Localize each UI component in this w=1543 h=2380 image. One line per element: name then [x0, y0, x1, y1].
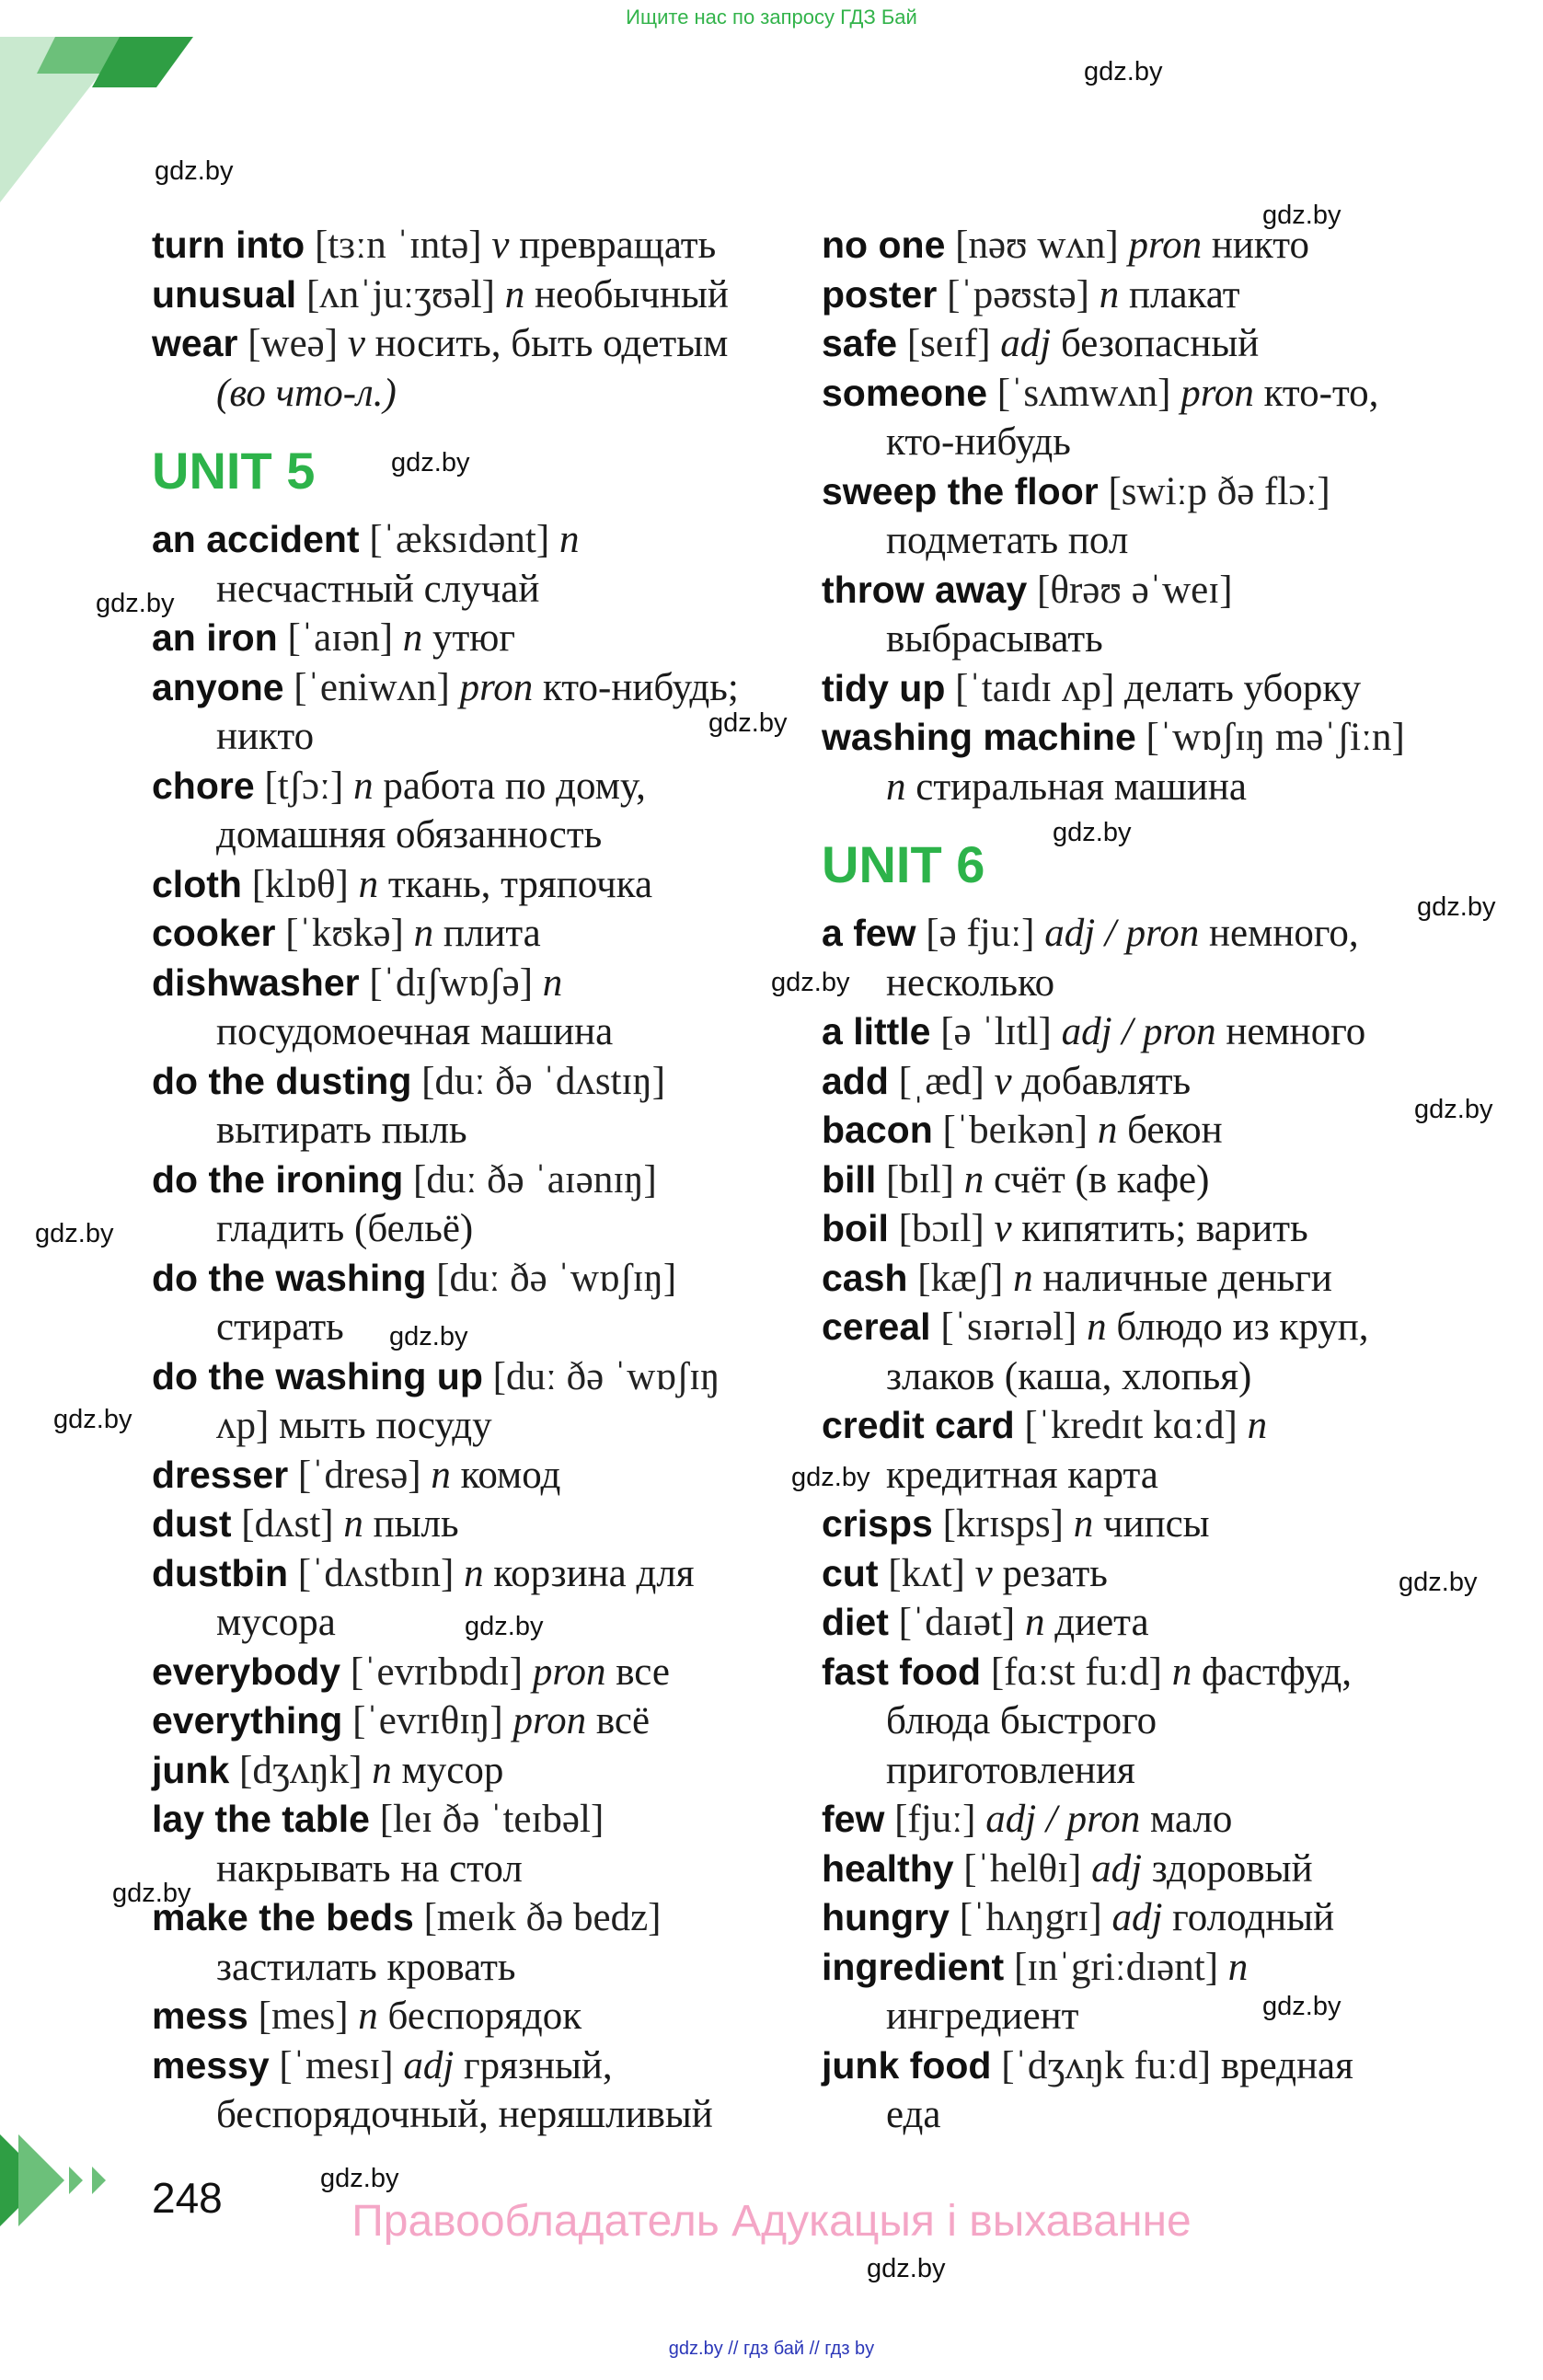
- entry-word: dresser: [152, 1453, 289, 1496]
- entry-part-of-speech: n: [1087, 1305, 1107, 1349]
- bottom-link-line: gdz.by // гдз бай // гдз by: [668, 2339, 875, 2359]
- entry-transcription: [ˈdaɪət]: [898, 1601, 1016, 1644]
- entry-transcription: [ˈdʒʌŋk fuːd]: [1001, 2043, 1212, 2087]
- entry-translation: стирать: [216, 1305, 344, 1349]
- watermark: gdz.by: [708, 708, 788, 738]
- entry-translation: бекон: [1127, 1109, 1223, 1152]
- entry-transcription: [seɪf]: [906, 322, 991, 365]
- vocab-entry: [152, 1992, 741, 2041]
- entry-transcription: [duː ðə ˈwɒʃɪŋ]: [436, 1256, 677, 1300]
- entry-part-of-speech: pron: [1180, 371, 1254, 415]
- entry-transcription: [ˈdresə]: [297, 1453, 421, 1497]
- entry-transcription: [fjuː]: [894, 1798, 976, 1841]
- entry-translation: вредная еда: [886, 2043, 1353, 2136]
- watermark: gdz.by: [1414, 1095, 1493, 1124]
- vocab-entry: [822, 1500, 1411, 1549]
- entry-translation: фастфуд, блюда быстрого приготовления: [886, 1650, 1352, 1792]
- entry-word: throw away: [822, 568, 1028, 611]
- entry-translation: посудомоечная машина: [216, 1010, 614, 1053]
- vocab-entry: [822, 1401, 1411, 1500]
- vocab-entry: [152, 319, 741, 418]
- entry-part-of-speech: pron: [532, 1650, 606, 1694]
- corner-decoration-top: [0, 0, 276, 212]
- vocab-entry: [152, 270, 741, 320]
- entry-word: unusual: [152, 272, 297, 316]
- entry-word: junk food: [822, 2043, 992, 2087]
- watermark: gdz.by: [1417, 892, 1496, 922]
- entry-transcription: [duː ðə ˈdʌstɪŋ]: [421, 1059, 666, 1103]
- entry-word: boil: [822, 1207, 889, 1249]
- entry-transcription: [ˈtaɪdɪ ʌp]: [955, 666, 1115, 710]
- right-entries: [822, 909, 1411, 2140]
- entry-transcription: [ˈsʌmwʌn]: [996, 371, 1171, 415]
- entry-transcription: [bɔɪl]: [898, 1207, 985, 1250]
- entry-translation: несчастный случай: [216, 567, 540, 611]
- vocab-entry: [152, 909, 741, 959]
- entry-translation: беспорядок: [387, 1995, 582, 2038]
- entry-translation: никто: [1211, 224, 1309, 267]
- vocab-entry: [822, 1648, 1411, 1796]
- entry-word: safe: [822, 322, 898, 364]
- entry-part-of-speech: n: [353, 764, 374, 808]
- watermark: gdz.by: [155, 156, 234, 186]
- entry-translation: чипсы: [1102, 1502, 1210, 1546]
- entry-translation: делать уборку: [1124, 666, 1362, 710]
- entry-transcription: [ˈsɪərɪəl]: [940, 1305, 1077, 1349]
- entry-word: cloth: [152, 862, 242, 905]
- entry-part-of-speech: n: [558, 518, 580, 561]
- vocab-entry: [822, 713, 1411, 811]
- entry-part-of-speech: n: [1247, 1404, 1268, 1447]
- entry-transcription: [ˈkredɪt kɑːd]: [1024, 1404, 1238, 1447]
- watermark: gdz.by: [771, 968, 850, 997]
- entry-translation: носить, быть одетым: [374, 322, 729, 365]
- entry-transcription: [ˈeniwʌn]: [294, 665, 450, 709]
- entry-part-of-speech: v: [974, 1551, 993, 1595]
- vocab-entry: [152, 1795, 741, 1893]
- entry-transcription: [ˈaɪən]: [287, 616, 394, 660]
- top-search-note: Ищите нас по запросу ГДЗ Бай: [626, 6, 917, 29]
- watermark: gdz.by: [53, 1405, 132, 1434]
- entry-translation: кто-то, кто-нибудь: [886, 371, 1379, 464]
- entry-translation: необычный: [535, 272, 729, 316]
- entry-part-of-speech: adj: [1091, 1846, 1143, 1891]
- entry-transcription: [dʌst]: [241, 1502, 334, 1546]
- left-column: [152, 221, 741, 2140]
- entry-translation: корзина для мусора: [216, 1551, 695, 1644]
- entry-part-of-speech: n: [1227, 1945, 1249, 1989]
- entry-part-of-speech: v: [491, 224, 510, 267]
- entry-transcription: [leɪ ðə ˈteɪbəl]: [379, 1798, 605, 1841]
- watermark: gdz.by: [867, 2254, 946, 2283]
- watermark: gdz.by: [465, 1612, 544, 1641]
- entry-part-of-speech: n: [1099, 272, 1120, 316]
- copyright-notice: Правообладатель Адукацыя і выхаванне: [351, 2197, 1192, 2246]
- vocab-entry: [822, 1254, 1411, 1304]
- entry-transcription: [θrəʊ əˈweɪ]: [1037, 568, 1233, 612]
- right-entries-top: [822, 221, 1411, 811]
- entry-transcription: [kʌt]: [888, 1551, 965, 1595]
- entry-translation: наличные деньги: [1042, 1256, 1332, 1300]
- entry-transcription: [ˈpəʊstə]: [947, 272, 1089, 316]
- entry-translation: ткань, тряпочка: [387, 862, 653, 906]
- entry-word: an accident: [152, 518, 360, 560]
- entry-word: junk: [152, 1748, 230, 1791]
- entry-transcription: [ˈhelθɪ]: [963, 1846, 1082, 1891]
- vocab-entry: [822, 369, 1411, 467]
- entry-transcription: [ə fjuː]: [926, 912, 1035, 955]
- entry-transcription: [kæʃ]: [917, 1256, 1004, 1300]
- watermark: gdz.by: [1399, 1568, 1478, 1597]
- vocab-entry: [822, 1057, 1411, 1107]
- entry-transcription: [ˈevrɪθɪŋ]: [352, 1699, 503, 1742]
- watermark: gdz.by: [320, 2164, 399, 2193]
- vocab-entry: [822, 1795, 1411, 1845]
- entry-part-of-speech: n: [1097, 1109, 1118, 1152]
- watermark: gdz.by: [96, 589, 175, 618]
- vocab-entry: [152, 860, 741, 910]
- entry-transcription: [fɑːst fuːd]: [990, 1650, 1162, 1694]
- entry-transcription: [ˈwɒʃɪŋ məˈʃiːn]: [1146, 716, 1405, 759]
- entry-word: messy: [152, 2043, 270, 2087]
- entry-translation: кипятить; варить: [1021, 1207, 1308, 1250]
- entry-transcription: [ˈhʌŋgrɪ]: [959, 1896, 1102, 1939]
- entry-translation: блюдо из круп, злаков (каша, хлопья): [886, 1305, 1369, 1398]
- entry-word: cash: [822, 1256, 908, 1299]
- watermark: gdz.by: [389, 1322, 468, 1351]
- unit-5-title: UNIT 5: [152, 442, 316, 500]
- entry-transcription: [ˈdʌstbɪn]: [297, 1551, 455, 1595]
- vocab-entry: [822, 1204, 1411, 1254]
- entry-word: credit card: [822, 1404, 1015, 1446]
- vocab-entry: [822, 467, 1411, 566]
- entry-transcription: [duː ðə ˈaɪənɪŋ]: [413, 1157, 657, 1201]
- entry-transcription: [ʌnˈjuːʒʊəl]: [305, 272, 496, 316]
- vocab-entry: [152, 2041, 741, 2140]
- entry-word: few: [822, 1798, 885, 1840]
- entry-word: do the ironing: [152, 1157, 404, 1201]
- entry-translation: здоровый: [1151, 1846, 1313, 1891]
- entry-word: lay the table: [152, 1798, 370, 1840]
- entry-translation: счёт (в кафе): [994, 1157, 1210, 1201]
- entry-transcription: [ˈevrɪbɒdɪ]: [350, 1650, 524, 1694]
- entry-word: a little: [822, 1010, 931, 1052]
- entry-translation: подметать пол: [886, 519, 1129, 562]
- entry-translation: голодный: [1172, 1896, 1335, 1939]
- entry-word: healthy: [822, 1846, 954, 1890]
- entry-word: do the washing up: [152, 1354, 483, 1397]
- entry-word: dishwasher: [152, 960, 360, 1004]
- entry-word: a few: [822, 912, 916, 954]
- entry-word: bacon: [822, 1109, 933, 1151]
- entry-word: diet: [822, 1601, 889, 1643]
- entry-translation: пыль: [373, 1502, 459, 1546]
- entry-transcription: [tɜːn ˈɪntə]: [314, 224, 482, 267]
- entry-part-of-speech: n: [431, 1453, 451, 1497]
- entry-transcription: [nəʊ wʌn]: [955, 224, 1119, 267]
- entry-translation: выбрасывать: [886, 617, 1103, 661]
- vocab-entry: [822, 2041, 1411, 2140]
- vocab-entry: [822, 1845, 1411, 1894]
- entry-translation: плита: [443, 912, 541, 955]
- vocab-entry: [822, 566, 1411, 664]
- unit-6-title: UNIT 6: [822, 835, 985, 893]
- watermark: gdz.by: [112, 1879, 191, 1908]
- entry-translation: ингредиент: [886, 1995, 1079, 2038]
- entry-word: hungry: [822, 1896, 950, 1938]
- watermark: gdz.by: [1053, 818, 1132, 847]
- entry-translation: комод: [460, 1453, 561, 1497]
- watermark: gdz.by: [35, 1219, 114, 1248]
- entry-part-of-speech: adj: [403, 2043, 455, 2087]
- entry-word: dust: [152, 1502, 232, 1545]
- entry-word: anyone: [152, 665, 284, 708]
- vocab-entry: [822, 1893, 1411, 1943]
- entry-part-of-speech: n: [886, 765, 906, 809]
- vocab-entry: [152, 1352, 741, 1451]
- vocab-entry: [822, 664, 1411, 714]
- page-number: 248: [152, 2174, 223, 2222]
- vocab-entry: [152, 221, 741, 270]
- entry-part-of-speech: n: [542, 960, 563, 1005]
- entry-part-of-speech: n: [372, 1748, 392, 1792]
- entry-word: washing machine: [822, 716, 1136, 758]
- entry-transcription: [bɪl]: [885, 1157, 955, 1201]
- entry-transcription: [ˈkʊkə]: [285, 912, 404, 955]
- entry-translation: гладить (бельё): [216, 1207, 474, 1250]
- left-entries-top: [152, 221, 741, 418]
- entry-translation: превращать: [519, 224, 717, 267]
- vocab-entry: [152, 1746, 741, 1796]
- entry-part-of-speech: n: [358, 1995, 378, 2038]
- entry-transcription: [ə ˈlɪtl]: [940, 1010, 1052, 1053]
- vocab-entry: [152, 1648, 741, 1697]
- vocab-entry: [822, 1598, 1411, 1648]
- entry-word: make the beds: [152, 1896, 414, 1938]
- vocab-entry: [152, 614, 741, 663]
- entry-translation: кредитная карта: [886, 1453, 1158, 1497]
- entry-transcription: [ˌæd]: [898, 1059, 985, 1103]
- entry-part-of-speech: adj / pron: [1044, 912, 1200, 955]
- entry-word: cut: [822, 1551, 879, 1594]
- vocab-entry: [152, 663, 741, 762]
- entry-word: bill: [822, 1157, 877, 1201]
- entry-translation: резать: [1002, 1551, 1108, 1595]
- entry-transcription: [duː ðə ˈwɒʃɪŋ ʌp]: [216, 1354, 720, 1447]
- vocab-entry: [822, 1549, 1411, 1599]
- vocab-entry: [152, 1893, 741, 1992]
- entry-word: cooker: [152, 912, 276, 954]
- vocab-entry: [822, 1007, 1411, 1057]
- entry-word: someone: [822, 371, 987, 414]
- entry-part-of-speech: n: [464, 1551, 484, 1595]
- entry-translation: всё: [595, 1699, 651, 1742]
- entry-word: no one: [822, 224, 946, 266]
- entry-transcription: [mes]: [258, 1995, 349, 2038]
- vocab-entry: [152, 515, 741, 614]
- entry-translation: все: [616, 1650, 670, 1694]
- entry-part-of-speech: n: [402, 616, 423, 660]
- vocab-entry: [152, 1254, 741, 1352]
- vocab-entry: [822, 221, 1411, 270]
- entry-transcription: [ˈæksɪdənt]: [369, 518, 550, 561]
- entry-word: fast food: [822, 1650, 982, 1693]
- entry-transcription: [weə]: [248, 322, 339, 365]
- vocab-entry: [822, 1303, 1411, 1401]
- entry-translation: безопасный: [1061, 322, 1260, 365]
- entry-word: wear: [152, 322, 238, 364]
- vocab-entry: [822, 1156, 1411, 1205]
- entry-part-of-speech: n: [1171, 1650, 1192, 1694]
- entry-part-of-speech: pron: [512, 1699, 587, 1742]
- entry-part-of-speech: v: [994, 1207, 1012, 1250]
- entry-translation: работа по дому, домашняя обязанность: [216, 764, 646, 857]
- watermark: gdz.by: [791, 1463, 870, 1492]
- entry-translation: мало: [1150, 1798, 1233, 1841]
- entry-transcription: [dʒʌŋk]: [239, 1748, 363, 1792]
- vocab-entry: [152, 1057, 741, 1156]
- entry-part-of-speech: adj / pron: [1061, 1010, 1216, 1053]
- entry-word: add: [822, 1059, 889, 1102]
- vocab-entry: [152, 1696, 741, 1746]
- entry-word: cereal: [822, 1305, 931, 1348]
- right-column: [822, 221, 1411, 2140]
- entry-transcription: [tʃɔː]: [264, 764, 344, 808]
- vocab-entry: [152, 959, 741, 1057]
- vocab-entry: [152, 762, 741, 860]
- entry-part-of-speech: n: [1024, 1601, 1045, 1644]
- vocab-entry: [152, 1500, 741, 1549]
- vocab-entry: [152, 1549, 741, 1648]
- entry-translation: мыть посуду: [279, 1404, 492, 1447]
- entry-part-of-speech: n: [1013, 1256, 1033, 1300]
- watermark: gdz.by: [1262, 1992, 1341, 2021]
- entry-translation: грязный, беспорядочный, неряшливый: [216, 2043, 713, 2136]
- entry-translation: диета: [1054, 1601, 1149, 1644]
- entry-translation: немного: [1226, 1010, 1366, 1053]
- vocab-entry: [822, 1943, 1411, 2041]
- entry-note: (во что-л.): [216, 371, 397, 415]
- entry-word: dustbin: [152, 1551, 289, 1594]
- entry-word: sweep the floor: [822, 469, 1099, 512]
- entry-word: do the dusting: [152, 1059, 412, 1102]
- entry-part-of-speech: adj / pron: [985, 1798, 1141, 1841]
- entry-word: turn into: [152, 224, 305, 266]
- entry-part-of-speech: adj: [1000, 322, 1052, 365]
- vocab-entry: [822, 909, 1411, 1007]
- entry-part-of-speech: v: [347, 322, 365, 365]
- vocab-entry: [822, 319, 1411, 369]
- vocab-entry: [152, 1451, 741, 1500]
- entry-word: crisps: [822, 1502, 933, 1545]
- watermark: gdz.by: [1084, 57, 1163, 86]
- entry-transcription: [ˈmesɪ]: [279, 2043, 394, 2087]
- entry-translation: накрывать на стол: [216, 1846, 523, 1891]
- entry-word: an iron: [152, 616, 278, 659]
- entry-translation: кто-нибудь; никто: [216, 665, 739, 758]
- entry-word: everything: [152, 1699, 343, 1742]
- entry-word: everybody: [152, 1650, 341, 1693]
- entry-transcription: [ˈdɪʃwɒʃə]: [369, 960, 534, 1005]
- entry-part-of-speech: n: [413, 912, 434, 955]
- entry-translation: добавлять: [1021, 1059, 1192, 1103]
- entry-translation: плакат: [1128, 272, 1240, 316]
- entry-transcription: [klɒθ]: [251, 862, 349, 906]
- vocab-entry: [152, 1156, 741, 1254]
- entry-part-of-speech: n: [1073, 1502, 1094, 1546]
- entry-part-of-speech: n: [343, 1502, 363, 1546]
- entry-transcription: [meɪk ðə bedz]: [423, 1896, 662, 1939]
- entry-translation: мусор: [401, 1748, 504, 1792]
- entry-translation: стиральная машина: [915, 765, 1248, 809]
- entry-word: do the washing: [152, 1256, 427, 1299]
- left-entries: [152, 515, 741, 2140]
- entry-translation: вытирать пыль: [216, 1109, 467, 1152]
- entry-translation: утюг: [432, 616, 516, 660]
- entry-word: ingredient: [822, 1945, 1005, 1988]
- entry-transcription: [ɪnˈgriːdɪənt]: [1013, 1945, 1219, 1989]
- entry-word: chore: [152, 764, 255, 807]
- entry-part-of-speech: n: [504, 272, 525, 316]
- entry-part-of-speech: n: [963, 1157, 985, 1201]
- entry-word: poster: [822, 272, 938, 316]
- vocab-entry: [822, 1106, 1411, 1156]
- entry-transcription: [ˈbeɪkən]: [942, 1109, 1088, 1152]
- entry-part-of-speech: pron: [1128, 224, 1203, 267]
- entry-part-of-speech: pron: [459, 665, 534, 709]
- entry-part-of-speech: adj: [1111, 1896, 1163, 1939]
- entry-translation: немного, несколько: [886, 912, 1359, 1005]
- watermark: gdz.by: [1262, 201, 1341, 230]
- entry-transcription: [swiːp ðə flɔː]: [1108, 469, 1330, 513]
- vocab-entry: [822, 270, 1411, 320]
- entry-word: tidy up: [822, 666, 946, 709]
- entry-transcription: [krɪsps]: [942, 1502, 1064, 1546]
- entry-part-of-speech: v: [994, 1059, 1012, 1103]
- entry-part-of-speech: n: [358, 862, 379, 906]
- entry-translation: застилать кровать: [216, 1945, 516, 1989]
- watermark: gdz.by: [391, 448, 470, 477]
- entry-word: mess: [152, 1995, 248, 2037]
